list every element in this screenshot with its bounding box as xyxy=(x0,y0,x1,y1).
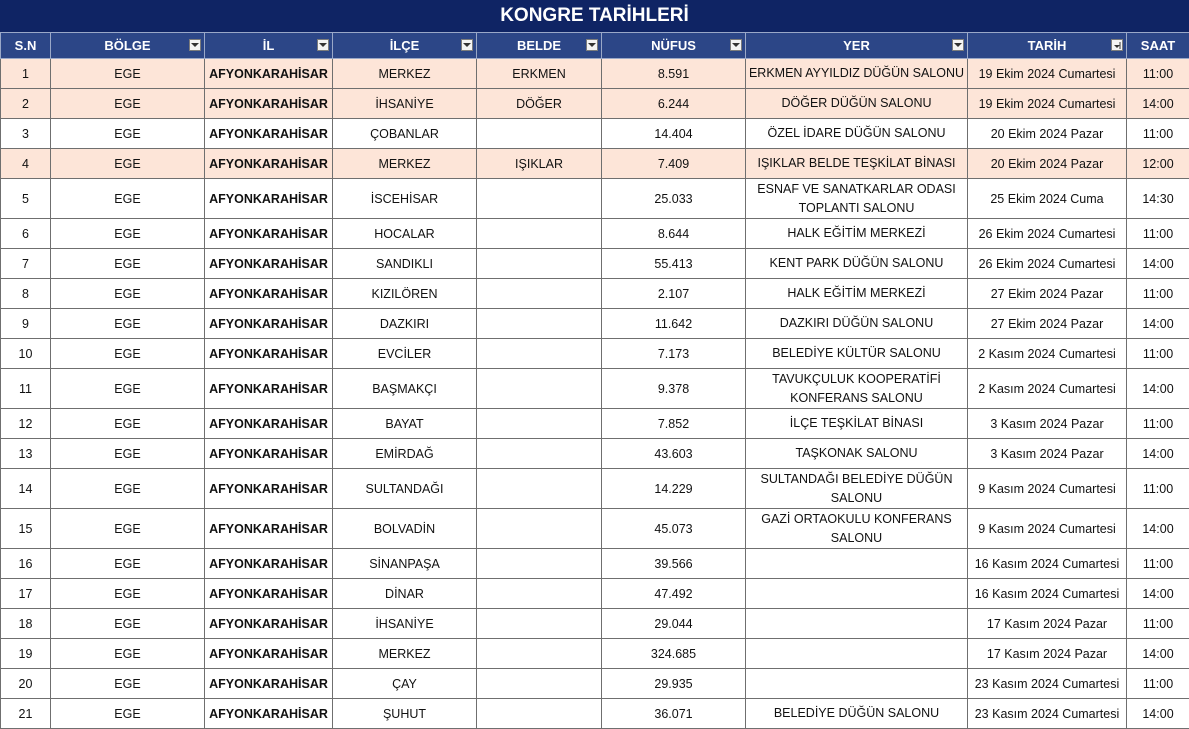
cell-sn[interactable]: 14 xyxy=(1,469,51,509)
cell-saat[interactable]: 14:30 xyxy=(1127,179,1189,219)
cell-yer[interactable]: İLÇE TEŞKİLAT BİNASI xyxy=(746,409,968,439)
cell-sn[interactable]: 7 xyxy=(1,249,51,279)
cell-saat[interactable]: 11:00 xyxy=(1127,279,1189,309)
cell-tarih[interactable]: 3 Kasım 2024 Pazar xyxy=(968,409,1127,439)
cell-sn[interactable]: 16 xyxy=(1,549,51,579)
cell-sn[interactable]: 13 xyxy=(1,439,51,469)
cell-sn[interactable]: 1 xyxy=(1,59,51,89)
cell-belde[interactable]: IŞIKLAR xyxy=(477,149,602,179)
cell-il[interactable]: AFYONKARAHİSAR xyxy=(205,179,333,219)
cell-il[interactable]: AFYONKARAHİSAR xyxy=(205,219,333,249)
cell-belde[interactable] xyxy=(477,469,602,509)
cell-yer[interactable] xyxy=(746,639,968,669)
cell-ilce[interactable]: MERKEZ xyxy=(333,639,477,669)
filter-dropdown-icon[interactable] xyxy=(317,39,329,51)
table-row xyxy=(1,639,1189,669)
table-row xyxy=(1,409,1189,439)
cell-tarih[interactable]: 19 Ekim 2024 Cumartesi xyxy=(968,89,1127,119)
cell-sn[interactable]: 3 xyxy=(1,119,51,149)
cell-yer[interactable]: KENT PARK DÜĞÜN SALONU xyxy=(746,249,968,279)
cell-bolge[interactable]: EGE xyxy=(51,409,205,439)
cell-tarih[interactable]: 16 Kasım 2024 Cumartesi xyxy=(968,549,1127,579)
column-header-belde: BELDE xyxy=(477,33,602,59)
cell-bolge[interactable]: EGE xyxy=(51,549,205,579)
cell-il[interactable]: AFYONKARAHİSAR xyxy=(205,669,333,699)
cell-bolge[interactable]: EGE xyxy=(51,509,205,549)
filter-dropdown-icon[interactable] xyxy=(461,39,473,51)
cell-sn[interactable]: 6 xyxy=(1,219,51,249)
cell-sn[interactable]: 9 xyxy=(1,309,51,339)
cell-sn[interactable]: 2 xyxy=(1,89,51,119)
cell-ilce[interactable]: İHSANİYE xyxy=(333,89,477,119)
cell-saat[interactable]: 14:00 xyxy=(1127,369,1189,409)
cell-bolge[interactable]: EGE xyxy=(51,639,205,669)
filter-dropdown-icon[interactable] xyxy=(730,39,742,51)
cell-ilce[interactable]: MERKEZ xyxy=(333,59,477,89)
cell-bolge[interactable]: EGE xyxy=(51,609,205,639)
cell-saat[interactable]: 11:00 xyxy=(1127,609,1189,639)
cell-il[interactable]: AFYONKARAHİSAR xyxy=(205,409,333,439)
sort-filter-icon[interactable] xyxy=(1111,39,1123,51)
cell-nufus[interactable]: 43.603 xyxy=(602,439,746,469)
table-row xyxy=(1,549,1189,579)
cell-ilce[interactable]: BOLVADİN xyxy=(333,509,477,549)
cell-il[interactable]: AFYONKARAHİSAR xyxy=(205,469,333,509)
cell-bolge[interactable]: EGE xyxy=(51,369,205,409)
cell-il[interactable]: AFYONKARAHİSAR xyxy=(205,149,333,179)
cell-saat[interactable]: 11:00 xyxy=(1127,339,1189,369)
table-row xyxy=(1,509,1189,549)
cell-yer[interactable]: BELEDİYE DÜĞÜN SALONU xyxy=(746,699,968,729)
cell-yer[interactable]: HALK EĞİTİM MERKEZİ xyxy=(746,219,968,249)
cell-yer[interactable] xyxy=(746,669,968,699)
cell-nufus[interactable]: 8.644 xyxy=(602,219,746,249)
cell-nufus[interactable]: 55.413 xyxy=(602,249,746,279)
cell-bolge[interactable]: EGE xyxy=(51,219,205,249)
cell-yer[interactable] xyxy=(746,609,968,639)
cell-ilce[interactable]: İSCEHİSAR xyxy=(333,179,477,219)
cell-ilce[interactable]: ÇAY xyxy=(333,669,477,699)
filter-dropdown-icon[interactable] xyxy=(189,39,201,51)
cell-saat[interactable]: 14:00 xyxy=(1127,579,1189,609)
table-row xyxy=(1,249,1189,279)
table-row xyxy=(1,219,1189,249)
cell-nufus[interactable]: 25.033 xyxy=(602,179,746,219)
cell-ilce[interactable]: EMİRDAĞ xyxy=(333,439,477,469)
cell-tarih[interactable]: 26 Ekim 2024 Cumartesi xyxy=(968,249,1127,279)
cell-il[interactable]: AFYONKARAHİSAR xyxy=(205,119,333,149)
cell-saat[interactable]: 14:00 xyxy=(1127,509,1189,549)
column-header-nufus: NÜFUS xyxy=(602,33,746,59)
cell-saat[interactable]: 14:00 xyxy=(1127,249,1189,279)
cell-nufus[interactable]: 45.073 xyxy=(602,509,746,549)
cell-yer[interactable]: DAZKIRI DÜĞÜN SALONU xyxy=(746,309,968,339)
cell-belde[interactable] xyxy=(477,409,602,439)
cell-yer[interactable]: ESNAF VE SANATKARLAR ODASI TOPLANTI SALONU xyxy=(746,179,968,219)
table-row xyxy=(1,699,1189,729)
cell-sn[interactable]: 4 xyxy=(1,149,51,179)
cell-saat[interactable]: 14:00 xyxy=(1127,309,1189,339)
cell-tarih[interactable]: 23 Kasım 2024 Cumartesi xyxy=(968,669,1127,699)
cell-nufus[interactable]: 7.409 xyxy=(602,149,746,179)
column-header-tarih: TARİH xyxy=(968,33,1127,59)
cell-saat[interactable]: 14:00 xyxy=(1127,439,1189,469)
cell-tarih[interactable]: 17 Kasım 2024 Pazar xyxy=(968,609,1127,639)
cell-bolge[interactable]: EGE xyxy=(51,579,205,609)
cell-tarih[interactable]: 20 Ekim 2024 Pazar xyxy=(968,119,1127,149)
column-header-ilce: İLÇE xyxy=(333,33,477,59)
cell-bolge[interactable]: EGE xyxy=(51,669,205,699)
cell-il[interactable]: AFYONKARAHİSAR xyxy=(205,609,333,639)
column-header-bolge: BÖLGE xyxy=(51,33,205,59)
filter-dropdown-icon[interactable] xyxy=(952,39,964,51)
cell-belde[interactable] xyxy=(477,509,602,549)
table-row xyxy=(1,579,1189,609)
cell-yer[interactable] xyxy=(746,579,968,609)
cell-tarih[interactable]: 17 Kasım 2024 Pazar xyxy=(968,639,1127,669)
table-row xyxy=(1,369,1189,409)
cell-yer[interactable]: ERKMEN AYYILDIZ DÜĞÜN SALONU xyxy=(746,59,968,89)
table-row xyxy=(1,279,1189,309)
cell-sn[interactable]: 20 xyxy=(1,669,51,699)
cell-nufus[interactable]: 2.107 xyxy=(602,279,746,309)
cell-saat[interactable]: 11:00 xyxy=(1127,409,1189,439)
cell-belde[interactable] xyxy=(477,249,602,279)
cell-yer[interactable]: BELEDİYE KÜLTÜR SALONU xyxy=(746,339,968,369)
cell-il[interactable]: AFYONKARAHİSAR xyxy=(205,89,333,119)
cell-sn[interactable]: 10 xyxy=(1,339,51,369)
cell-il[interactable]: AFYONKARAHİSAR xyxy=(205,579,333,609)
cell-tarih[interactable]: 23 Kasım 2024 Cumartesi xyxy=(968,699,1127,729)
cell-bolge[interactable]: EGE xyxy=(51,249,205,279)
cell-bolge[interactable]: EGE xyxy=(51,149,205,179)
cell-ilce[interactable]: SANDIKLI xyxy=(333,249,477,279)
cell-belde[interactable] xyxy=(477,119,602,149)
cell-belde[interactable] xyxy=(477,309,602,339)
cell-il[interactable]: AFYONKARAHİSAR xyxy=(205,309,333,339)
cell-sn[interactable]: 8 xyxy=(1,279,51,309)
cell-yer[interactable]: ÖZEL İDARE DÜĞÜN SALONU xyxy=(746,119,968,149)
table-row xyxy=(1,149,1189,179)
table-row xyxy=(1,609,1189,639)
table-row xyxy=(1,669,1189,699)
cell-nufus[interactable]: 14.229 xyxy=(602,469,746,509)
cell-il[interactable]: AFYONKARAHİSAR xyxy=(205,249,333,279)
cell-yer[interactable]: SULTANDAĞI BELEDİYE DÜĞÜN SALONU xyxy=(746,469,968,509)
cell-il[interactable]: AFYONKARAHİSAR xyxy=(205,439,333,469)
cell-belde[interactable] xyxy=(477,669,602,699)
header-row xyxy=(1,33,1189,59)
cell-bolge[interactable]: EGE xyxy=(51,59,205,89)
cell-sn[interactable]: 11 xyxy=(1,369,51,409)
cell-nufus[interactable]: 6.244 xyxy=(602,89,746,119)
cell-nufus[interactable]: 47.492 xyxy=(602,579,746,609)
cell-sn[interactable]: 18 xyxy=(1,609,51,639)
cell-nufus[interactable]: 324.685 xyxy=(602,639,746,669)
cell-ilce[interactable]: HOCALAR xyxy=(333,219,477,249)
cell-sn[interactable]: 5 xyxy=(1,179,51,219)
sheet-title: KONGRE TARİHLERİ xyxy=(0,0,1189,33)
cell-belde[interactable]: DÖĞER xyxy=(477,89,602,119)
cell-ilce[interactable]: ŞUHUT xyxy=(333,699,477,729)
cell-belde[interactable] xyxy=(477,439,602,469)
cell-sn[interactable]: 21 xyxy=(1,699,51,729)
cell-yer[interactable]: DÖĞER DÜĞÜN SALONU xyxy=(746,89,968,119)
cell-saat[interactable]: 11:00 xyxy=(1127,469,1189,509)
cell-nufus[interactable]: 9.378 xyxy=(602,369,746,409)
cell-ilce[interactable]: KIZILÖREN xyxy=(333,279,477,309)
cell-ilce[interactable]: MERKEZ xyxy=(333,149,477,179)
cell-belde[interactable] xyxy=(477,639,602,669)
cell-tarih[interactable]: 19 Ekim 2024 Cumartesi xyxy=(968,59,1127,89)
cell-tarih[interactable]: 16 Kasım 2024 Cumartesi xyxy=(968,579,1127,609)
table-row xyxy=(1,119,1189,149)
cell-il[interactable]: AFYONKARAHİSAR xyxy=(205,549,333,579)
cell-tarih[interactable]: 27 Ekim 2024 Pazar xyxy=(968,309,1127,339)
cell-saat[interactable]: 11:00 xyxy=(1127,119,1189,149)
cell-ilce[interactable]: EVCİLER xyxy=(333,339,477,369)
cell-bolge[interactable]: EGE xyxy=(51,89,205,119)
cell-belde[interactable] xyxy=(477,279,602,309)
cell-saat[interactable]: 11:00 xyxy=(1127,669,1189,699)
cell-yer[interactable]: HALK EĞİTİM MERKEZİ xyxy=(746,279,968,309)
cell-tarih[interactable]: 2 Kasım 2024 Cumartesi xyxy=(968,369,1127,409)
cell-belde[interactable] xyxy=(477,179,602,219)
cell-il[interactable]: AFYONKARAHİSAR xyxy=(205,59,333,89)
cell-bolge[interactable]: EGE xyxy=(51,179,205,219)
cell-il[interactable]: AFYONKARAHİSAR xyxy=(205,339,333,369)
table-row xyxy=(1,89,1189,119)
cell-belde[interactable] xyxy=(477,699,602,729)
cell-bolge[interactable]: EGE xyxy=(51,119,205,149)
table-body xyxy=(1,59,1189,729)
cell-bolge[interactable]: EGE xyxy=(51,339,205,369)
cell-yer[interactable]: GAZİ ORTAOKULU KONFERANS SALONU xyxy=(746,509,968,549)
cell-bolge[interactable]: EGE xyxy=(51,279,205,309)
cell-yer[interactable] xyxy=(746,549,968,579)
cell-tarih[interactable]: 3 Kasım 2024 Pazar xyxy=(968,439,1127,469)
cell-il[interactable]: AFYONKARAHİSAR xyxy=(205,509,333,549)
cell-ilce[interactable]: BAYAT xyxy=(333,409,477,439)
cell-sn[interactable]: 12 xyxy=(1,409,51,439)
cell-nufus[interactable]: 7.852 xyxy=(602,409,746,439)
cell-nufus[interactable]: 7.173 xyxy=(602,339,746,369)
cell-yer[interactable]: TAŞKONAK SALONU xyxy=(746,439,968,469)
cell-saat[interactable]: 11:00 xyxy=(1127,59,1189,89)
cell-saat[interactable]: 11:00 xyxy=(1127,219,1189,249)
cell-il[interactable]: AFYONKARAHİSAR xyxy=(205,639,333,669)
cell-belde[interactable] xyxy=(477,609,602,639)
cell-belde[interactable] xyxy=(477,369,602,409)
cell-sn[interactable]: 15 xyxy=(1,509,51,549)
cell-belde[interactable] xyxy=(477,579,602,609)
table-row xyxy=(1,469,1189,509)
table-row xyxy=(1,339,1189,369)
column-header-sn: S.N xyxy=(1,33,51,59)
cell-il[interactable]: AFYONKARAHİSAR xyxy=(205,699,333,729)
cell-nufus[interactable]: 8.591 xyxy=(602,59,746,89)
cell-belde[interactable]: ERKMEN xyxy=(477,59,602,89)
table-row xyxy=(1,59,1189,89)
cell-ilce[interactable]: DİNAR xyxy=(333,579,477,609)
cell-tarih[interactable]: 20 Ekim 2024 Pazar xyxy=(968,149,1127,179)
cell-tarih[interactable]: 25 Ekim 2024 Cuma xyxy=(968,179,1127,219)
cell-saat[interactable]: 14:00 xyxy=(1127,699,1189,729)
cell-ilce[interactable]: SULTANDAĞI xyxy=(333,469,477,509)
cell-nufus[interactable]: 29.935 xyxy=(602,669,746,699)
cell-ilce[interactable]: BAŞMAKÇI xyxy=(333,369,477,409)
cell-nufus[interactable]: 11.642 xyxy=(602,309,746,339)
table-row xyxy=(1,439,1189,469)
cell-bolge[interactable]: EGE xyxy=(51,439,205,469)
cell-nufus[interactable]: 14.404 xyxy=(602,119,746,149)
cell-il[interactable]: AFYONKARAHİSAR xyxy=(205,279,333,309)
filter-dropdown-icon[interactable] xyxy=(586,39,598,51)
cell-saat[interactable]: 14:00 xyxy=(1127,639,1189,669)
cell-bolge[interactable]: EGE xyxy=(51,469,205,509)
cell-saat[interactable]: 14:00 xyxy=(1127,89,1189,119)
cell-tarih[interactable]: 26 Ekim 2024 Cumartesi xyxy=(968,219,1127,249)
cell-yer[interactable]: TAVUKÇULUK KOOPERATİFİ KONFERANS SALONU xyxy=(746,369,968,409)
cell-tarih[interactable]: 27 Ekim 2024 Pazar xyxy=(968,279,1127,309)
cell-tarih[interactable]: 2 Kasım 2024 Cumartesi xyxy=(968,339,1127,369)
cell-ilce[interactable]: ÇOBANLAR xyxy=(333,119,477,149)
cell-yer[interactable]: IŞIKLAR BELDE TEŞKİLAT BİNASI xyxy=(746,149,968,179)
cell-belde[interactable] xyxy=(477,339,602,369)
cell-sn[interactable]: 17 xyxy=(1,579,51,609)
cell-saat[interactable]: 11:00 xyxy=(1127,549,1189,579)
column-header-saat: SAAT xyxy=(1127,33,1189,59)
cell-bolge[interactable]: EGE xyxy=(51,309,205,339)
cell-saat[interactable]: 12:00 xyxy=(1127,149,1189,179)
cell-bolge[interactable]: EGE xyxy=(51,699,205,729)
column-header-il: İL xyxy=(205,33,333,59)
cell-belde[interactable] xyxy=(477,219,602,249)
cell-ilce[interactable]: DAZKIRI xyxy=(333,309,477,339)
cell-nufus[interactable]: 29.044 xyxy=(602,609,746,639)
cell-sn[interactable]: 19 xyxy=(1,639,51,669)
table-row xyxy=(1,179,1189,219)
cell-nufus[interactable]: 36.071 xyxy=(602,699,746,729)
table-row xyxy=(1,309,1189,339)
cell-tarih[interactable]: 9 Kasım 2024 Cumartesi xyxy=(968,469,1127,509)
cell-ilce[interactable]: İHSANİYE xyxy=(333,609,477,639)
cell-tarih[interactable]: 9 Kasım 2024 Cumartesi xyxy=(968,509,1127,549)
column-header-yer: YER xyxy=(746,33,968,59)
congress-table xyxy=(0,32,1189,729)
cell-nufus[interactable]: 39.566 xyxy=(602,549,746,579)
cell-ilce[interactable]: SİNANPAŞA xyxy=(333,549,477,579)
cell-belde[interactable] xyxy=(477,549,602,579)
cell-il[interactable]: AFYONKARAHİSAR xyxy=(205,369,333,409)
